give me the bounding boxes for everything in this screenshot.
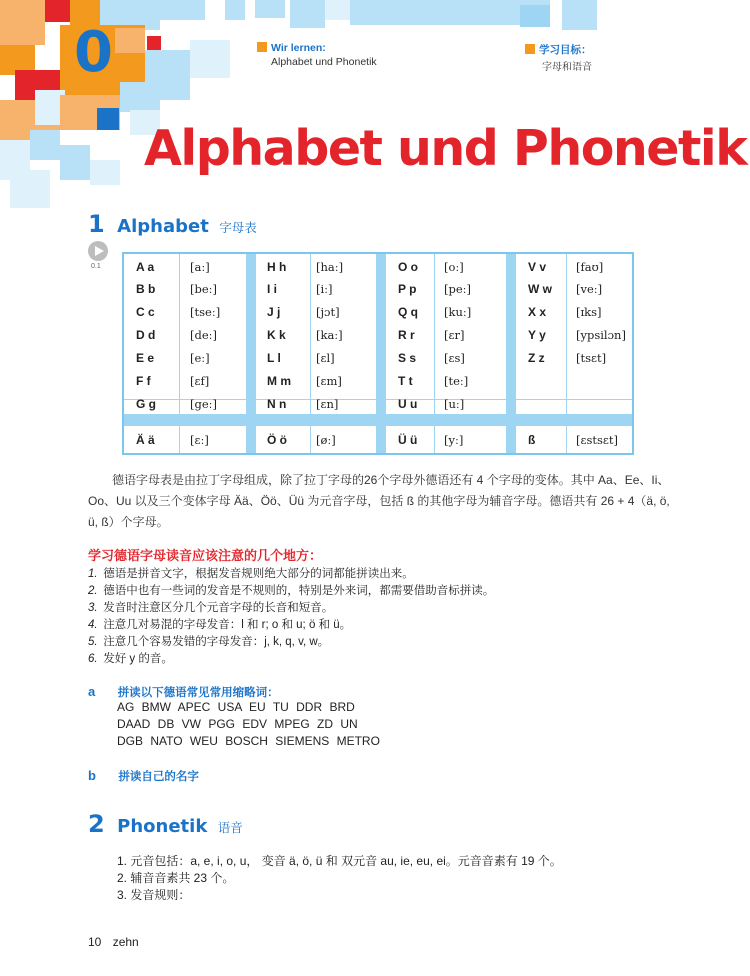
alphabet-letter: Q q: [398, 305, 418, 319]
section-1-heading: [88, 210, 257, 238]
alphabet-phonetic: [øː]: [316, 433, 336, 447]
abbreviation-line: AG BMW APEC USA EU TU DDR BRD: [117, 700, 355, 714]
alphabet-letter: K k: [267, 328, 286, 342]
list-item: 6. 发好 y 的音。: [88, 653, 173, 665]
alphabet-letter: F f: [136, 374, 151, 388]
intro-line: 德语字母表是由拉丁字母组成，除了拉丁字母的26个字母外德语还有 4 个字母的变体。其中 Aa、Ee、Ii、: [112, 473, 670, 487]
alphabet-letter: C c: [136, 305, 155, 319]
notes-heading: 学习德语字母读音应该注意的几个地方：: [88, 548, 323, 563]
wir-lernen-label: Wir lernen:: [257, 42, 326, 54]
alphabet-phonetic: [uː]: [444, 397, 465, 411]
alphabet-phonetic: [ɛn]: [316, 397, 339, 411]
alphabet-letter: S s: [398, 351, 417, 365]
exercise-letter: a: [88, 684, 96, 699]
alphabet-letter: T t: [398, 374, 413, 388]
alphabet-letter: V v: [528, 260, 547, 274]
alphabet-phonetic: [tsɛt]: [576, 351, 607, 365]
alphabet-table: [122, 252, 634, 455]
page-title: Alphabet und Phonetik: [144, 120, 747, 177]
alphabet-letter: E e: [136, 351, 155, 365]
alphabet-letter: I i: [267, 282, 278, 296]
intro-paragraph: [88, 470, 678, 533]
alphabet-phonetic: [iː]: [316, 282, 333, 296]
chapter-number: 0: [74, 20, 113, 85]
section-title: Alphabet: [117, 216, 209, 237]
intro-line: ü, ß）个字母。: [88, 515, 169, 529]
alphabet-phonetic: [deː]: [190, 328, 218, 342]
alphabet-letter: O o: [398, 260, 418, 274]
alphabet-letter: W w: [528, 282, 552, 296]
audio-track-number: 0.1: [91, 263, 101, 270]
list-item: 5. 注意几个容易发错的字母发音：j, k, q, v, w。: [88, 636, 330, 648]
alphabet-letter: N n: [267, 397, 287, 411]
section-title: Phonetik: [117, 816, 208, 837]
alphabet-letter: Z z: [528, 351, 545, 365]
alphabet-letter: M m: [267, 374, 291, 388]
abbreviation-line: DGB NATO WEU BOSCH SIEMENS METRO: [117, 734, 380, 748]
alphabet-letter: A a: [136, 260, 155, 274]
alphabet-letter: Y y: [528, 328, 546, 342]
alphabet-letter: D d: [136, 328, 156, 342]
alphabet-phonetic: [yː]: [444, 433, 464, 447]
phonetik-item: 1. 元音包括：a, e, i, o, u， 变音 ä, ö, ü 和 双元音 au, ie, eu, ei。元音音素有 19 个。: [117, 854, 562, 868]
alphabet-letter: Ö ö: [267, 433, 287, 447]
alphabet-phonetic: [ɛr]: [444, 328, 465, 342]
learning-goal-value: 字母和语音: [542, 62, 592, 73]
phonetik-item: 2. 辅音音素共 23 个。: [117, 871, 235, 885]
alphabet-letter: G g: [136, 397, 156, 411]
alphabet-phonetic: [ɛm]: [316, 374, 342, 388]
section-title-zh: 语音: [217, 821, 243, 835]
alphabet-phonetic: [veː]: [576, 282, 603, 296]
alphabet-phonetic: [oː]: [444, 260, 464, 274]
alphabet-letter: P p: [398, 282, 417, 296]
alphabet-phonetic: [ɛstsɛt]: [576, 433, 618, 447]
page-word: zehn: [112, 935, 139, 949]
learning-goal-label: 学习目标：: [525, 42, 592, 57]
exercise-title: 拼读自己的名字: [118, 771, 199, 783]
alphabet-phonetic: [kaː]: [316, 328, 343, 342]
alphabet-phonetic: [ypsilɔn]: [576, 328, 626, 342]
intro-line: Oo、Uu 以及三个变体字母 Ää、Öö、Üü 为元音字母，包括 ß 的其他字母为辅音字母。德语共有 26 + 4（ä, ö,: [88, 494, 670, 508]
wir-lernen-value: Alphabet und Phonetik: [271, 56, 377, 68]
list-item: 2. 德语中也有一些词的发音是不规则的，特别是外来词，都需要借助音标拼读。: [88, 585, 495, 597]
alphabet-phonetic: [beː]: [190, 282, 218, 296]
alphabet-phonetic: [ɛf]: [190, 374, 210, 388]
alphabet-letter: J j: [267, 305, 281, 319]
abbreviation-line: DAAD DB VW PGG EDV MPEG ZD UN: [117, 717, 358, 731]
alphabet-letter: R r: [398, 328, 415, 342]
alphabet-phonetic: [aː]: [190, 260, 210, 274]
list-item: 1. 德语是拼音文字，根据发音规则绝大部分的词都能拼读出来。: [88, 568, 414, 580]
page-number: 10: [88, 935, 102, 949]
alphabet-letter: ß: [528, 433, 536, 447]
alphabet-phonetic: [tseː]: [190, 305, 221, 319]
list-item: 3. 发音时注意区分几个元音字母的长音和短音。: [88, 602, 334, 614]
alphabet-letter: B b: [136, 282, 156, 296]
alphabet-letter: Ä ä: [136, 433, 155, 447]
exercise-title: 拼读以下德语常见常用缩略词：: [117, 687, 279, 699]
alphabet-letter: X x: [528, 305, 547, 319]
section-2-heading: [88, 810, 243, 838]
section-number: 2: [88, 810, 105, 838]
alphabet-letter: L l: [267, 351, 281, 365]
alphabet-phonetic: [ɪks]: [576, 305, 602, 319]
orange-square-icon: [257, 42, 267, 52]
exercise-letter: b: [88, 768, 96, 783]
section-number: 1: [88, 210, 105, 238]
alphabet-letter: Ü ü: [398, 433, 418, 447]
exercise-a-heading: [88, 683, 279, 701]
exercise-b-heading: [88, 767, 199, 785]
orange-square-icon: [525, 44, 535, 54]
alphabet-phonetic: [faʊ]: [576, 260, 604, 274]
alphabet-letter: H h: [267, 260, 287, 274]
alphabet-phonetic: [geː]: [190, 397, 218, 411]
alphabet-phonetic: [peː]: [444, 282, 472, 296]
alphabet-phonetic: [jɔt]: [316, 305, 340, 319]
phonetik-item: 3. 发音规则：: [117, 888, 191, 902]
alphabet-phonetic: [kuː]: [444, 305, 472, 319]
page-footer: [88, 935, 139, 949]
alphabet-phonetic: [eː]: [190, 351, 210, 365]
list-item: 4. 注意几对易混的字母发音：l 和 r; o 和 u; ö 和 ü。: [88, 619, 352, 631]
section-title-zh: 字母表: [219, 221, 257, 235]
alphabet-phonetic: [teː]: [444, 374, 469, 388]
alphabet-letter: U u: [398, 397, 418, 411]
alphabet-phonetic: [haː]: [316, 260, 344, 274]
alphabet-phonetic: [ɛl]: [316, 351, 335, 365]
audio-play-icon[interactable]: [88, 241, 108, 261]
alphabet-phonetic: [ɛː]: [190, 433, 209, 447]
alphabet-phonetic: [ɛs]: [444, 351, 465, 365]
